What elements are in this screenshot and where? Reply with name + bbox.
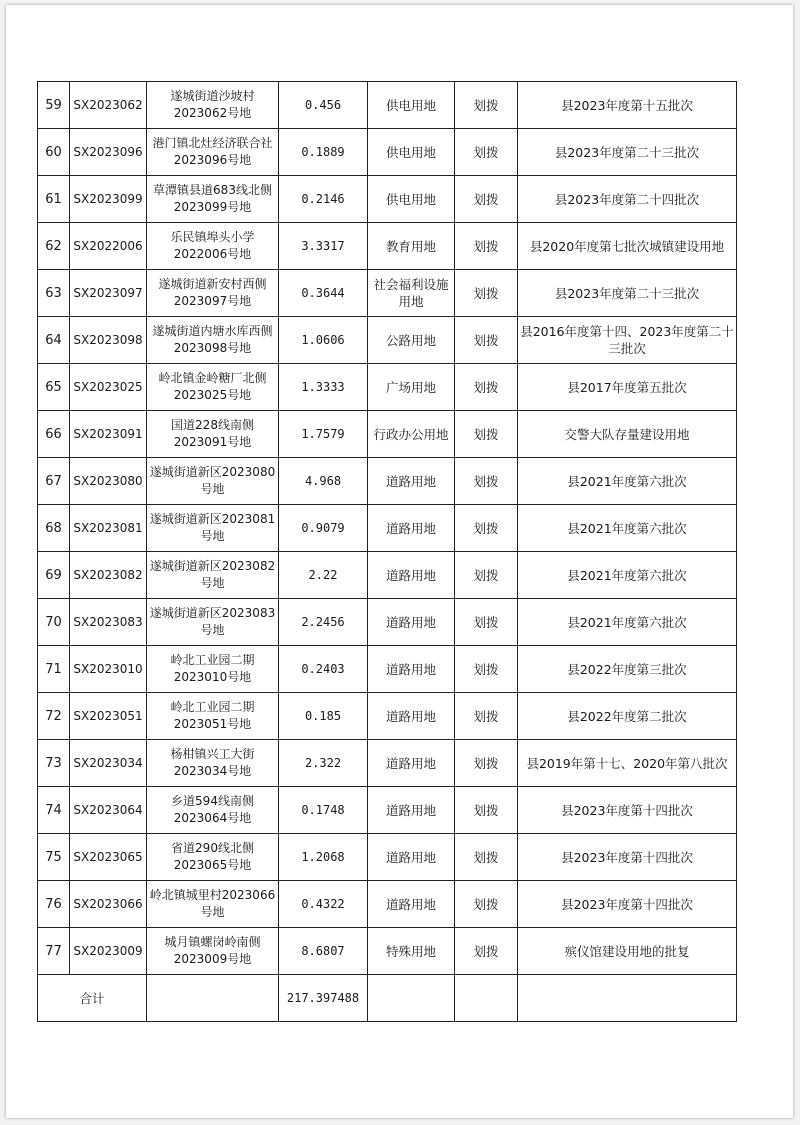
total-empty-cell: [368, 975, 455, 1022]
approval-batch: 县2017年度第五批次: [518, 364, 737, 411]
approval-batch: 县2021年度第六批次: [518, 505, 737, 552]
table-row: [38, 834, 737, 881]
parcel-location: 杨柑镇兴工大街2023034号地: [147, 740, 279, 787]
parcel-code: SX2023091: [70, 411, 147, 458]
table-row: [38, 881, 737, 928]
parcel-location: 港门镇北灶经济联合社2023096号地: [147, 129, 279, 176]
row-number: 77: [38, 928, 70, 975]
table-row: [38, 176, 737, 223]
parcel-area: 0.4322: [279, 881, 368, 928]
supply-method: 划拨: [455, 881, 518, 928]
approval-batch: 县2023年度第二十四批次: [518, 176, 737, 223]
parcel-area: 4.968: [279, 458, 368, 505]
row-number: 59: [38, 82, 70, 129]
table-row: [38, 928, 737, 975]
parcel-code: SX2023065: [70, 834, 147, 881]
land-use: 特殊用地: [368, 928, 455, 975]
parcel-area: 2.322: [279, 740, 368, 787]
table-row: [38, 317, 737, 364]
land-use: 道路用地: [368, 693, 455, 740]
parcel-location: 岭北工业园二期2023051号地: [147, 693, 279, 740]
supply-method: 划拨: [455, 364, 518, 411]
parcel-location: 遂城街道新安村西侧2023097号地: [147, 270, 279, 317]
parcel-location: 岭北工业园二期2023010号地: [147, 646, 279, 693]
parcel-area: 0.1748: [279, 787, 368, 834]
approval-batch: 县2023年度第十四批次: [518, 834, 737, 881]
parcel-location: 遂城街道新区2023081号地: [147, 505, 279, 552]
table-row: [38, 599, 737, 646]
parcel-location: 遂城街道新区2023082号地: [147, 552, 279, 599]
approval-batch: 县2021年度第六批次: [518, 599, 737, 646]
parcel-code: SX2023034: [70, 740, 147, 787]
parcel-area: 0.2403: [279, 646, 368, 693]
parcel-location: 岭北镇金岭糖厂北侧2023025号地: [147, 364, 279, 411]
row-number: 69: [38, 552, 70, 599]
land-use: 道路用地: [368, 787, 455, 834]
parcel-location: 省道290线北侧2023065号地: [147, 834, 279, 881]
parcel-location: 国道228线南侧2023091号地: [147, 411, 279, 458]
row-number: 63: [38, 270, 70, 317]
supply-method: 划拨: [455, 599, 518, 646]
land-use: 供电用地: [368, 82, 455, 129]
row-number: 75: [38, 834, 70, 881]
row-number: 74: [38, 787, 70, 834]
table-row: [38, 411, 737, 458]
parcel-area: 1.2068: [279, 834, 368, 881]
supply-method: 划拨: [455, 693, 518, 740]
total-empty-cell: [147, 975, 279, 1022]
total-label: 合计: [38, 975, 147, 1022]
land-use: 道路用地: [368, 740, 455, 787]
parcel-code: SX2023097: [70, 270, 147, 317]
land-use: 广场用地: [368, 364, 455, 411]
approval-batch: 殡仪馆建设用地的批复: [518, 928, 737, 975]
parcel-area: 0.2146: [279, 176, 368, 223]
approval-batch: 县2016年度第十四、2023年度第二十三批次: [518, 317, 737, 364]
parcel-area: 0.185: [279, 693, 368, 740]
table-row: [38, 646, 737, 693]
land-use: 道路用地: [368, 834, 455, 881]
supply-method: 划拨: [455, 787, 518, 834]
parcel-location: 乡道594线南侧2023064号地: [147, 787, 279, 834]
row-number: 61: [38, 176, 70, 223]
row-number: 71: [38, 646, 70, 693]
parcel-code: SX2023080: [70, 458, 147, 505]
supply-method: 划拨: [455, 411, 518, 458]
table-row: [38, 270, 737, 317]
table-row: [38, 82, 737, 129]
supply-method: 划拨: [455, 928, 518, 975]
land-use: 供电用地: [368, 129, 455, 176]
supply-method: 划拨: [455, 270, 518, 317]
table-row: [38, 505, 737, 552]
total-empty-cell: [518, 975, 737, 1022]
approval-batch: 交警大队存量建设用地: [518, 411, 737, 458]
approval-batch: 县2023年度第十四批次: [518, 787, 737, 834]
parcel-area: 3.3317: [279, 223, 368, 270]
supply-method: 划拨: [455, 458, 518, 505]
table-row: [38, 458, 737, 505]
parcel-code: SX2023064: [70, 787, 147, 834]
parcel-code: SX2023010: [70, 646, 147, 693]
approval-batch: 县2019年第十七、2020年第八批次: [518, 740, 737, 787]
parcel-location: 岭北镇城里村2023066号地: [147, 881, 279, 928]
approval-batch: 县2023年度第十四批次: [518, 881, 737, 928]
parcel-code: SX2023081: [70, 505, 147, 552]
row-number: 62: [38, 223, 70, 270]
parcel-location: 遂城街道新区2023083号地: [147, 599, 279, 646]
document-page: [6, 5, 793, 1118]
land-use: 供电用地: [368, 176, 455, 223]
parcel-code: SX2023098: [70, 317, 147, 364]
approval-batch: 县2021年度第六批次: [518, 458, 737, 505]
table-row: [38, 693, 737, 740]
total-row: [38, 975, 737, 1022]
parcel-area: 1.7579: [279, 411, 368, 458]
parcel-area: 8.6807: [279, 928, 368, 975]
land-use: 道路用地: [368, 646, 455, 693]
parcel-code: SX2023025: [70, 364, 147, 411]
approval-batch: 县2022年度第三批次: [518, 646, 737, 693]
row-number: 68: [38, 505, 70, 552]
approval-batch: 县2023年度第十五批次: [518, 82, 737, 129]
row-number: 67: [38, 458, 70, 505]
approval-batch: 县2023年度第二十三批次: [518, 270, 737, 317]
parcel-area: 0.456: [279, 82, 368, 129]
supply-method: 划拨: [455, 552, 518, 599]
supply-method: 划拨: [455, 223, 518, 270]
parcel-location: 遂城街道沙坡村2023062号地: [147, 82, 279, 129]
parcel-code: SX2023082: [70, 552, 147, 599]
parcel-code: SX2023096: [70, 129, 147, 176]
land-use: 道路用地: [368, 881, 455, 928]
row-number: 73: [38, 740, 70, 787]
row-number: 64: [38, 317, 70, 364]
total-empty-cell: [455, 975, 518, 1022]
approval-batch: 县2021年度第六批次: [518, 552, 737, 599]
approval-batch: 县2023年度第二十三批次: [518, 129, 737, 176]
parcel-location: 乐民镇埠头小学2022006号地: [147, 223, 279, 270]
parcel-code: SX2023083: [70, 599, 147, 646]
total-area: 217.397488: [279, 975, 368, 1022]
supply-method: 划拨: [455, 505, 518, 552]
parcel-location: 城月镇螺岗岭南侧2023009号地: [147, 928, 279, 975]
land-use: 道路用地: [368, 458, 455, 505]
supply-method: 划拨: [455, 82, 518, 129]
row-number: 66: [38, 411, 70, 458]
parcel-location: 遂城街道内塘水库西侧2023098号地: [147, 317, 279, 364]
supply-method: 划拨: [455, 646, 518, 693]
parcel-location: 草潭镇县道683线北侧2023099号地: [147, 176, 279, 223]
land-use: 公路用地: [368, 317, 455, 364]
row-number: 72: [38, 693, 70, 740]
table-row: [38, 552, 737, 599]
table-row: [38, 223, 737, 270]
parcel-code: SX2023062: [70, 82, 147, 129]
supply-method: 划拨: [455, 129, 518, 176]
land-use: 道路用地: [368, 552, 455, 599]
parcel-code: SX2023009: [70, 928, 147, 975]
parcel-location: 遂城街道新区2023080号地: [147, 458, 279, 505]
parcel-area: 1.0606: [279, 317, 368, 364]
table-row: [38, 740, 737, 787]
parcel-area: 2.2456: [279, 599, 368, 646]
approval-batch: 县2020年度第七批次城镇建设用地: [518, 223, 737, 270]
land-use: 道路用地: [368, 599, 455, 646]
supply-method: 划拨: [455, 176, 518, 223]
row-number: 70: [38, 599, 70, 646]
parcel-code: SX2023051: [70, 693, 147, 740]
land-use: 社会福利设施用地: [368, 270, 455, 317]
row-number: 65: [38, 364, 70, 411]
land-use: 行政办公用地: [368, 411, 455, 458]
parcel-area: 2.22: [279, 552, 368, 599]
supply-method: 划拨: [455, 317, 518, 364]
supply-method: 划拨: [455, 740, 518, 787]
parcel-area: 0.9079: [279, 505, 368, 552]
parcel-code: SX2022006: [70, 223, 147, 270]
row-number: 60: [38, 129, 70, 176]
parcel-area: 0.3644: [279, 270, 368, 317]
table-body: [38, 82, 737, 975]
row-number: 76: [38, 881, 70, 928]
table-row: [38, 787, 737, 834]
parcel-code: SX2023099: [70, 176, 147, 223]
land-use: 道路用地: [368, 505, 455, 552]
parcel-area: 0.1889: [279, 129, 368, 176]
land-use: 教育用地: [368, 223, 455, 270]
supply-method: 划拨: [455, 834, 518, 881]
parcel-code: SX2023066: [70, 881, 147, 928]
land-supply-table: [37, 81, 737, 1022]
parcel-area: 1.3333: [279, 364, 368, 411]
table-row: [38, 364, 737, 411]
approval-batch: 县2022年度第二批次: [518, 693, 737, 740]
table-row: [38, 129, 737, 176]
